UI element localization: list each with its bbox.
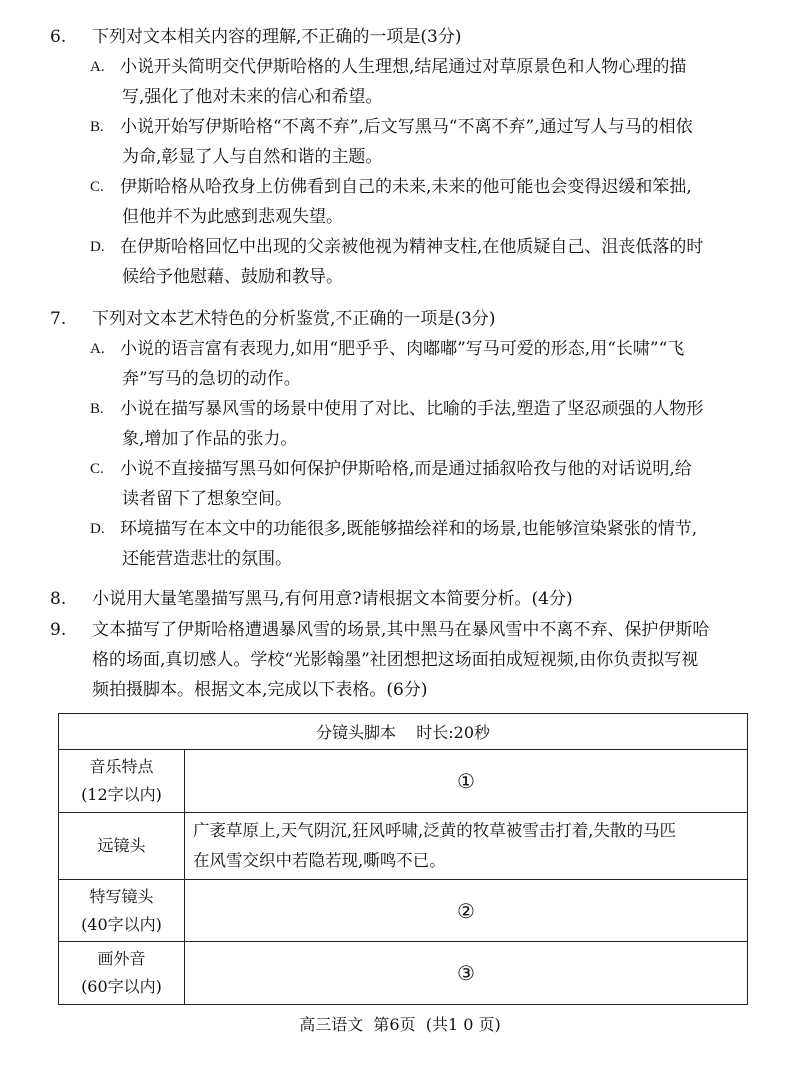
question-number: 7. <box>50 309 67 329</box>
question-stem-cont: 格的场面,真切感人。学校“光影翰墨”社团想把这场面拍成短视频,由你负责拟写视 <box>92 650 699 670</box>
question-8 <box>30 584 775 614</box>
option-c-cont: 读者留下了想象空间。 <box>122 489 292 509</box>
option-a: A. 小说开头简明交代伊斯哈格的人生理想,结尾通过对草原景色和人物心理的描 <box>90 57 687 77</box>
table-row <box>59 942 748 1005</box>
row-label: 音乐特点 (12字以内) <box>59 750 185 813</box>
storyboard-table <box>58 713 748 1005</box>
table-row <box>59 750 748 813</box>
option-a: A. 小说的语言富有表现力,如用“肥乎乎、肉嘟嘟”写马可爱的形态,用“长啸”“飞 <box>90 339 685 359</box>
option-a-cont: 奔”写马的急切的动作。 <box>122 369 301 389</box>
question-9 <box>30 615 775 705</box>
question-number: 9. <box>50 620 67 640</box>
option-b: B. 小说开始写伊斯哈格“不离不弃”,后文写黑马“不离不弃”,通过写人与马的相依 <box>90 117 693 137</box>
option-a-cont: 写,强化了他对未来的信心和希望。 <box>122 87 383 107</box>
answer-blank-2[interactable]: ② <box>185 880 748 942</box>
question-7 <box>30 304 775 574</box>
table-row <box>59 880 748 942</box>
question-stem: 下列对文本相关内容的理解,不正确的一项是(3分) <box>92 27 462 47</box>
option-d-cont: 候给予他慰藉、鼓励和教导。 <box>122 267 343 287</box>
option-d: D. 环境描写在本文中的功能很多,既能够描绘祥和的场景,也能够渲染紧张的情节, <box>90 519 698 539</box>
answer-blank-1[interactable]: ① <box>185 750 748 813</box>
question-number: 8. <box>50 589 67 609</box>
option-b-cont: 象,增加了作品的张力。 <box>122 429 298 449</box>
option-b-cont: 为命,彰显了人与自然和谐的主题。 <box>122 147 383 167</box>
table-row <box>59 813 748 880</box>
question-stem: 小说用大量笔墨描写黑马,有何用意?请根据文本简要分析。(4分) <box>92 589 573 609</box>
option-c: C. 伊斯哈格从哈孜身上仿佛看到自己的未来,未来的他可能也会变得迟缓和笨拙, <box>90 177 692 197</box>
row-label: 特写镜头 (40字以内) <box>59 880 185 942</box>
option-d-cont: 还能营造悲壮的氛围。 <box>122 549 292 569</box>
option-c-cont: 但他并不为此感到悲观失望。 <box>122 207 343 227</box>
table-header: 分镜头脚本 时长:20秒 <box>59 714 748 750</box>
row-label: 远镜头 <box>59 813 185 880</box>
question-stem: 下列对文本艺术特色的分析鉴赏,不正确的一项是(3分) <box>92 309 496 329</box>
option-d: D. 在伊斯哈格回忆中出现的父亲被他视为精神支柱,在他质疑自己、沮丧低落的时 <box>90 237 704 257</box>
answer-blank-3[interactable]: ③ <box>185 942 748 1005</box>
page-footer: 高三语文 第6页 (共1 0 页) <box>299 1015 501 1034</box>
question-stem: 文本描写了伊斯哈格遭遇暴风雪的场景,其中黑马在暴风雪中不离不弃、保护伊斯哈 <box>92 620 710 640</box>
option-c: C. 小说不直接描写黑马如何保护伊斯哈格,而是通过插叙哈孜与他的对话说明,给 <box>90 459 692 479</box>
question-number: 6. <box>50 27 67 47</box>
row-label: 画外音 (60字以内) <box>59 942 185 1005</box>
row-content: 广袤草原上,天气阴沉,狂风呼啸,泛黄的牧草被雪击打着,失散的马匹 在风雪交织中若隐若现,嘶鸣不已。 <box>185 813 748 880</box>
option-b: B. 小说在描写暴风雪的场景中使用了对比、比喻的手法,塑造了坚忍顽强的人物形 <box>90 399 704 419</box>
question-stem-cont: 频拍摄脚本。根据文本,完成以下表格。(6分) <box>92 680 428 700</box>
question-6 <box>30 22 775 292</box>
